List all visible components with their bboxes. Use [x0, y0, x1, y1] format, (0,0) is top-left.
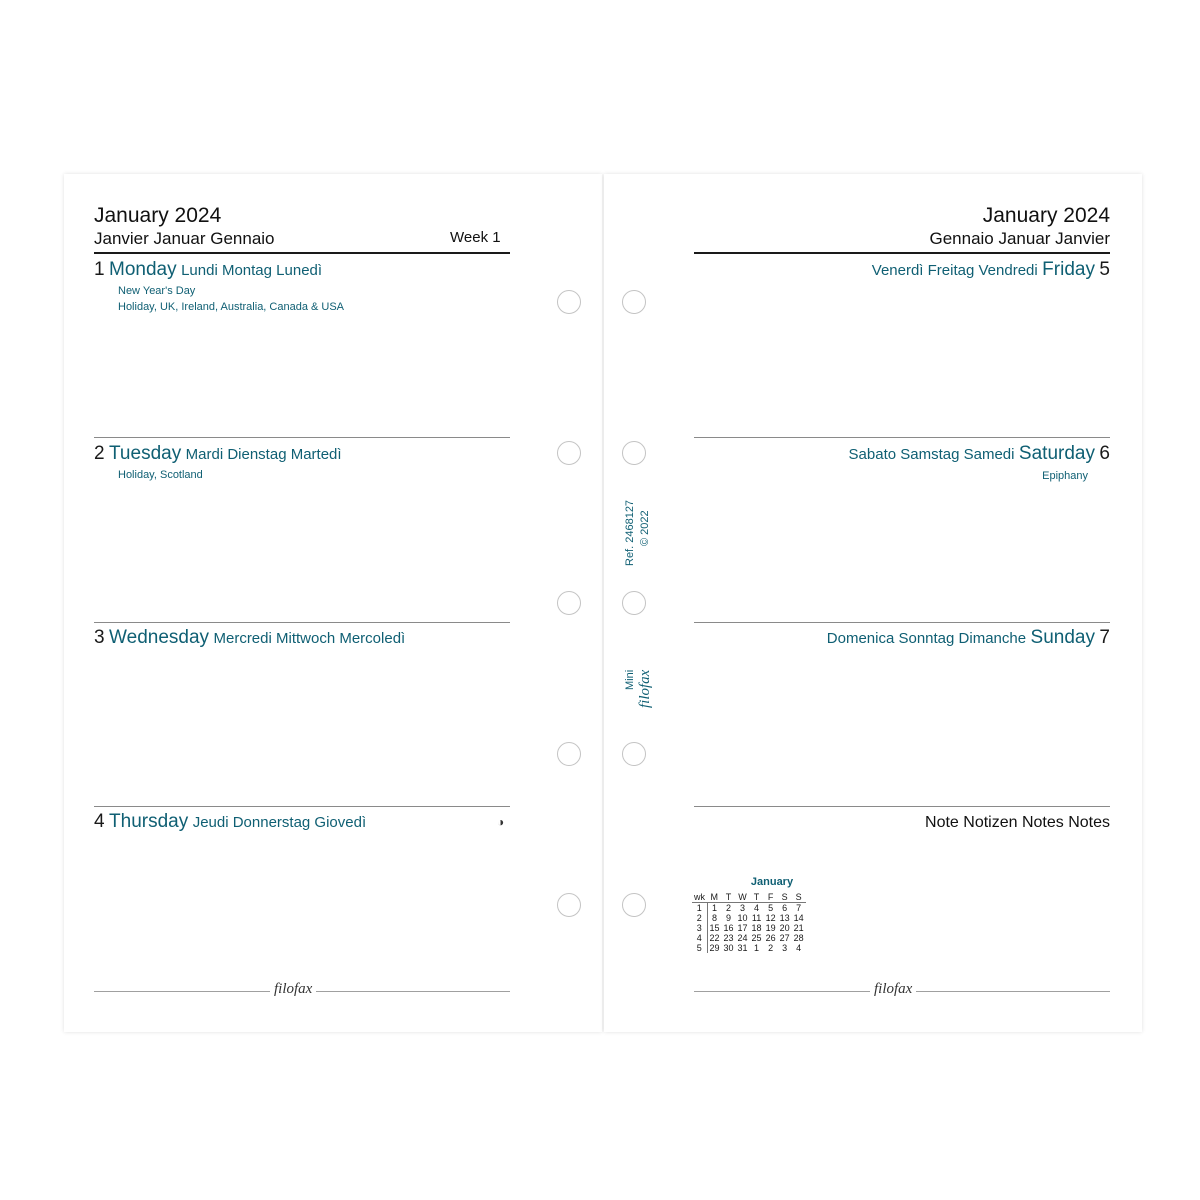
ring-hole — [622, 441, 646, 465]
day-number: 1 — [94, 259, 105, 280]
calendar-week-number: 3 — [692, 923, 707, 933]
week-number: Week 1 — [450, 229, 501, 246]
ring-hole — [557, 742, 581, 766]
calendar-header-cell: S — [778, 892, 792, 903]
calendar-day-cell: 16 — [723, 923, 734, 933]
day-divider — [94, 806, 510, 807]
ring-hole — [557, 441, 581, 465]
right-page-title: January 2024 — [982, 204, 1110, 227]
calendar-day-cell: 3 — [740, 903, 746, 913]
day-heading-monday — [94, 259, 322, 281]
calendar-day-cell: 20 — [779, 923, 790, 933]
day-heading-tuesday — [94, 443, 342, 465]
calendar-week-number: 4 — [692, 933, 707, 943]
calendar-day-cell: 4 — [754, 903, 760, 913]
ring-hole — [557, 290, 581, 314]
right-page — [604, 174, 1142, 1032]
ring-hole — [622, 591, 646, 615]
size-label: Mini — [624, 669, 636, 690]
header-rule — [694, 252, 1110, 254]
calendar-day-cell: 1 — [754, 943, 760, 953]
day-name: Saturday — [1018, 443, 1095, 464]
calendar-day-cell: 30 — [723, 943, 734, 953]
header-rule — [94, 252, 510, 254]
ring-hole — [557, 591, 581, 615]
calendar-day-cell: 27 — [779, 933, 790, 943]
calendar-header-cell: W — [736, 892, 750, 903]
calendar-week-row — [692, 923, 806, 933]
mini-calendar — [692, 876, 832, 953]
day-name-translations: Domenica Sonntag Dimanche — [826, 630, 1027, 647]
day-name-translations: Mardi Dienstag Martedì — [185, 446, 342, 463]
calendar-header-cell: T — [750, 892, 764, 903]
calendar-day-cell: 17 — [737, 923, 748, 933]
calendar-header-cell: S — [792, 892, 806, 903]
calendar-day-cell: 9 — [726, 913, 732, 923]
day-number: 3 — [94, 627, 105, 648]
day-heading-wednesday — [94, 627, 405, 649]
day-divider — [694, 437, 1110, 438]
left-page-title: January 2024 — [94, 204, 222, 227]
ring-hole — [622, 290, 646, 314]
calendar-day-cell: 26 — [765, 933, 776, 943]
calendar-day-cell: 14 — [793, 913, 804, 923]
copyright-note: © 2022 — [639, 510, 651, 546]
day-divider — [94, 622, 510, 623]
day-name-translations: Lundi Montag Lunedì — [181, 262, 323, 279]
day-divider — [694, 806, 1110, 807]
calendar-day-cell: 2 — [726, 903, 732, 913]
day-name: Friday — [1042, 259, 1095, 280]
calendar-week-number: 1 — [692, 903, 707, 914]
moon-phase-icon: ◑ — [497, 815, 505, 829]
calendar-day-cell: 29 — [709, 943, 720, 953]
calendar-week-number: 2 — [692, 913, 707, 923]
day-heading-thursday — [94, 811, 366, 833]
calendar-day-cell: 25 — [751, 933, 762, 943]
spine-filofax-logo: filofax — [637, 669, 653, 708]
right-page-subtitle: Gennaio Januar Janvier — [929, 229, 1110, 248]
calendar-header-cell: wk — [694, 892, 705, 902]
day-number: 7 — [1099, 627, 1110, 648]
calendar-header-cell: M — [707, 892, 722, 903]
day-note: Epiphany — [1042, 470, 1088, 482]
day-note: New Year's Day — [118, 285, 196, 297]
day-name-translations: Mercredi Mittwoch Mercoledì — [213, 630, 406, 647]
calendar-day-cell: 19 — [765, 923, 776, 933]
day-name-translations: Sabato Samstag Samedi — [848, 446, 1015, 463]
mini-calendar-month: January — [750, 876, 794, 888]
calendar-week-row — [692, 903, 806, 914]
day-name: Wednesday — [109, 627, 210, 648]
day-name: Thursday — [109, 811, 189, 832]
calendar-header-cell: F — [764, 892, 778, 903]
calendar-week-row — [692, 933, 806, 943]
day-number: 4 — [94, 811, 105, 832]
day-name-translations: Jeudi Donnerstag Giovedì — [192, 814, 367, 831]
day-heading-sunday — [827, 627, 1110, 649]
calendar-day-cell: 4 — [796, 943, 802, 953]
calendar-day-cell: 23 — [723, 933, 734, 943]
day-divider — [694, 622, 1110, 623]
day-name-translations: Venerdì Freitag Vendredi — [871, 262, 1038, 279]
day-number: 6 — [1099, 443, 1110, 464]
calendar-day-cell: 15 — [709, 923, 720, 933]
calendar-day-cell: 5 — [768, 903, 774, 913]
mini-calendar-grid — [692, 892, 806, 953]
calendar-day-cell: 18 — [751, 923, 762, 933]
day-heading-saturday — [849, 443, 1110, 465]
calendar-day-cell: 21 — [793, 923, 804, 933]
day-divider — [94, 437, 510, 438]
calendar-day-cell: 3 — [782, 943, 788, 953]
calendar-day-cell: 12 — [765, 913, 776, 923]
filofax-logo: filofax — [870, 981, 916, 998]
day-name: Tuesday — [109, 443, 182, 464]
filofax-logo: filofax — [270, 981, 316, 998]
calendar-day-cell: 8 — [712, 913, 718, 923]
left-page-subtitle: Janvier Januar Gennaio — [94, 229, 275, 248]
calendar-day-cell: 28 — [793, 933, 804, 943]
ring-hole — [622, 893, 646, 917]
day-name: Monday — [109, 259, 177, 280]
notes-heading: Note Notizen Notes Notes — [925, 814, 1110, 831]
calendar-day-cell: 7 — [796, 903, 802, 913]
day-heading-friday — [872, 259, 1110, 281]
calendar-day-cell: 31 — [737, 943, 748, 953]
calendar-day-cell: 22 — [709, 933, 720, 943]
day-note: Holiday, UK, Ireland, Australia, Canada & USA — [118, 301, 345, 313]
ring-hole — [622, 742, 646, 766]
calendar-day-cell: 24 — [737, 933, 748, 943]
day-name: Sunday — [1030, 627, 1095, 648]
calendar-week-number: 5 — [692, 943, 707, 953]
day-note: Holiday, Scotland — [118, 469, 203, 481]
calendar-week-row — [692, 913, 806, 923]
mini-calendar-body — [692, 903, 806, 954]
calendar-day-cell: 11 — [751, 913, 762, 923]
reference-code: Ref. 2468127 — [624, 499, 636, 566]
calendar-day-cell: 13 — [779, 913, 790, 923]
calendar-day-cell: 10 — [737, 913, 748, 923]
calendar-day-cell: 1 — [712, 903, 718, 913]
day-number: 5 — [1099, 259, 1110, 280]
calendar-header-cell: T — [722, 892, 736, 903]
day-number: 2 — [94, 443, 105, 464]
calendar-week-row — [692, 943, 806, 953]
calendar-day-cell: 2 — [768, 943, 774, 953]
mini-calendar-header — [692, 892, 806, 903]
calendar-day-cell: 6 — [782, 903, 788, 913]
ring-hole — [557, 893, 581, 917]
